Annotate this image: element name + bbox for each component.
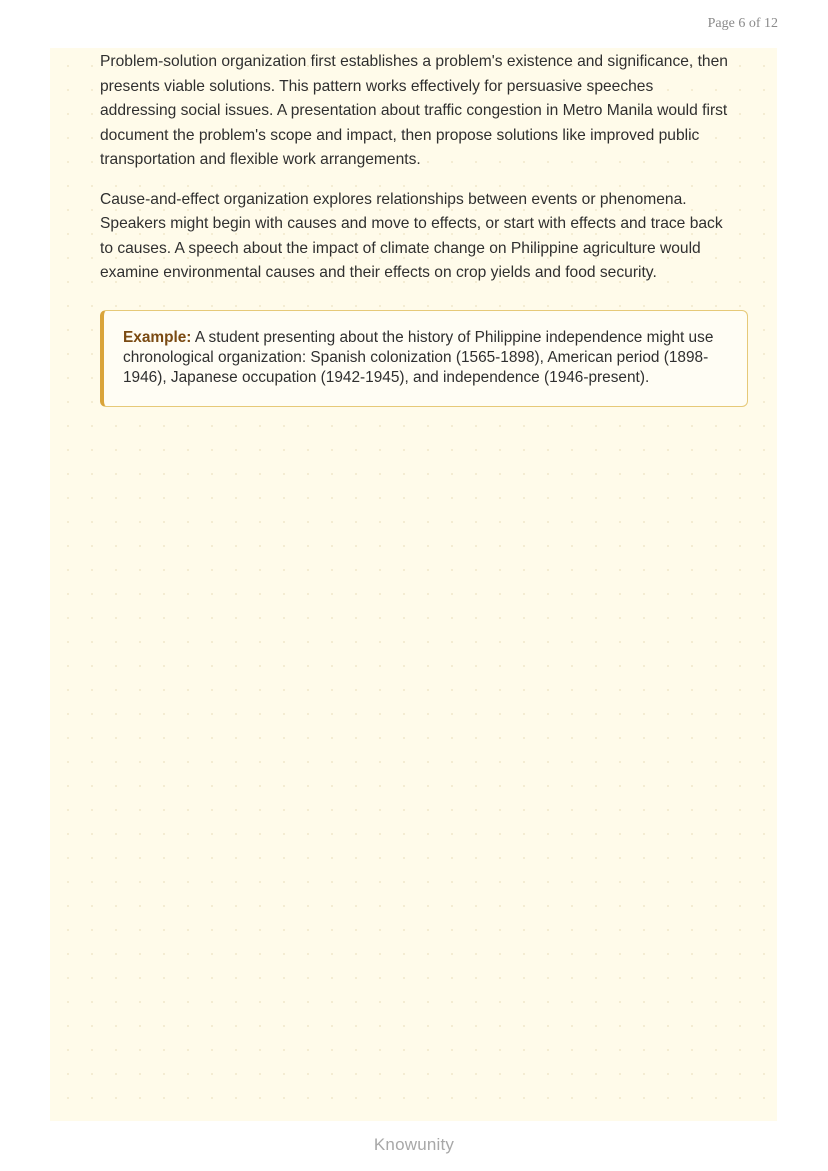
footer-brand: Knowunity (373, 1135, 455, 1154)
example-text (123, 328, 727, 388)
example-callout (100, 310, 748, 407)
paragraph-cause-effect: Cause-and-effect organization explores relationships between events or phenomena. Speakers might begin with causes and move to effects, or start with effects and trace back to causes. A speech about the impact of climate change on Philippine agriculture would examine environmental causes and their effects on crop yields and food security. (100, 190, 723, 281)
document-content (100, 48, 730, 407)
example-label: Example: (123, 328, 192, 346)
document-page (50, 48, 777, 1121)
paragraph-problem-solution: Problem-solution organization first establishes a problem's existence and significance, then presents viable solutions. This pattern works effectively for persuasive speeches addressing social issues. A presentation about traffic congestion in Metro Manila would first document the problem's scope and impact, then propose solutions like improved public transportation and flexible work arrangements. (100, 53, 728, 168)
example-body: A student presenting about the history of Philippine independence might use chronological organization: Spanish colonization (1565-1898), American period (1898-1946), Japanese occupation (1942-1945), and independence (1946-present). (123, 328, 714, 386)
page-indicator: Page 6 of 12 (707, 16, 778, 31)
